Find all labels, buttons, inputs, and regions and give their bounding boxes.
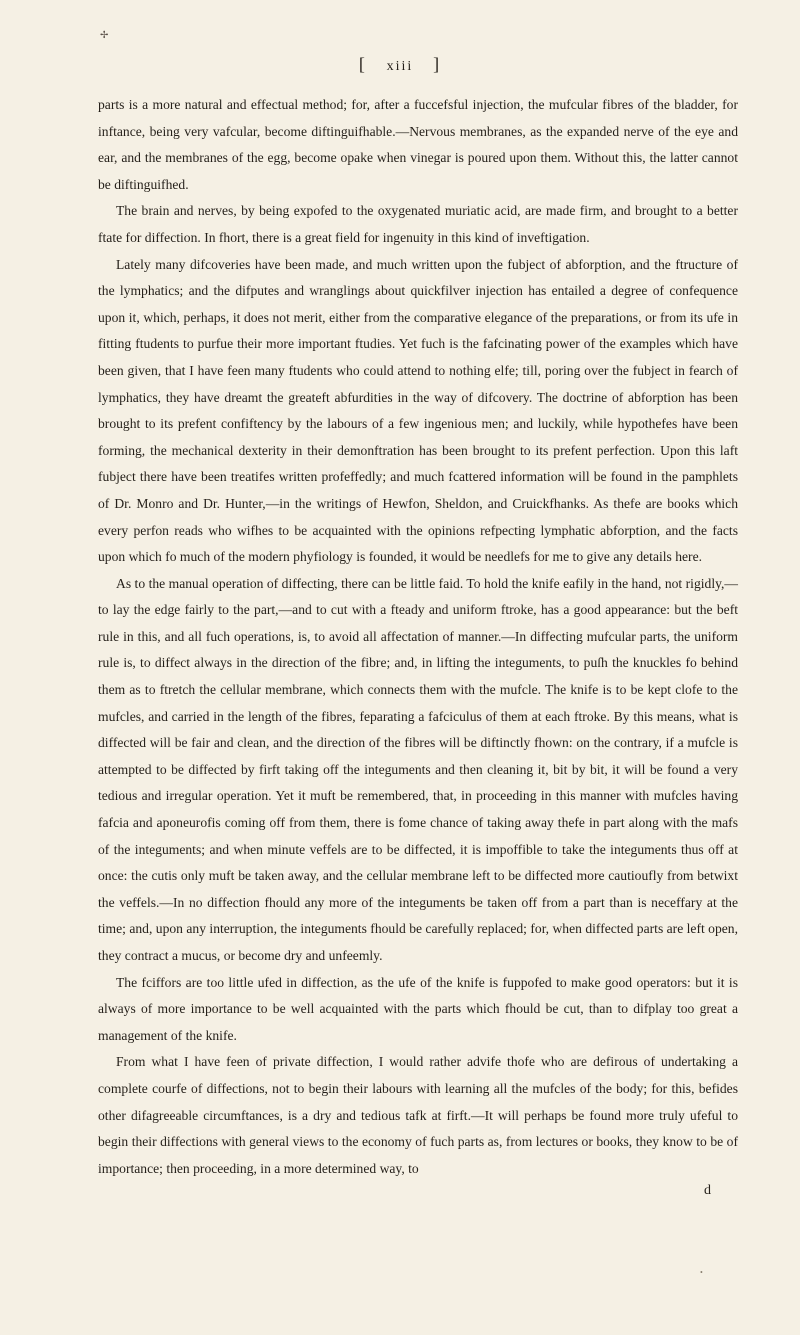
paragraph-4: As to the manual operation of diffecting, there can be little faid. To hold the knife eafily in the hand, not rigidly,—to lay the edge fairly to the part,—and to cut with a fteady and uniform ftroke, has a good appearance: but the beft rule in this, and all fuch operations, is, to avoid all affectation of manner.—In diffecting mufcular parts, the uniform rule is, to diffect always in the direction of the fibre; and, in lifting the integuments, to puſh the knuckles fo behind them as to ftretch the cellular membrane, which connects them with the mufcle. The knife is to be kept clofe to the mufcles, and carried in the length of the fibres, feparating a fafciculus of them at each ftroke. By this means, what is diffected will be fair and clean, and the direction of the fibres will be diftinctly fhown: on the contrary, if a mufcle is attempted to be diffected by firft taking off the integuments and then cleaning it, bit by bit, it will be found a very tedious and irregular operation. Yet it muft be remembered, that, in proceeding in this manner with mufcles having fafcia and aponeurofis coming off from them, there is fome chance of taking away thefe in part along with the mafs of the integuments; and when minute veffels are to be diffected, it is impoffible to take the integuments thus off at once: the cutis only muft be taken away, and the cellular membrane left to be diffected more cautioufly from betwixt the veffels.—In no diffection fhould any more of the integuments be taken off from a part than is neceffary at the time; and, upon any interruption, the integuments fhould be carefully replaced; for, when diffected parts are left open, they contract a mucus, or become dry and unfeemly.	[98, 575, 738, 963]
paragraph-6: From what I have feen of private diffection, I would rather advife thofe who are defirous of undertaking a complete courfe of diffections, not to begin their labours with learning all the mufcles of the body; for this, befides other difagreeable circumftances, is a dry and tedious tafk at firft.—It will perhaps be found more truly ufeful to begin their diffections with general views to the economy of fuch parts as, from lectures or books, they know to be of importance; then proceeding, in a more determined way, to	[98, 1054, 738, 1176]
header-open-bracket: [	[358, 54, 367, 74]
paper-speck: •	[700, 1268, 703, 1277]
ink-mark: ✢	[100, 30, 109, 41]
paragraph-3: Lately many difcoveries have been made, and much written upon the fubject of abforption, and the ftructure of the lymphatics; and the difputes and wranglings about quickfilver injection has entailed a degree of confequence upon it, which, perhaps, it does not merit, either from the comparative elegance of the preparations, or from its ufe in fitting ftudents to purfue their more important ftudies. Yet fuch is the fafcinating power of the examples which have been given, that I have feen many ftudents who could attend to nothing elfe; till, poring over the fubject in fearch of lymphatics, they have dreamt the greateft abfurdities in the way of difcovery. The doctrine of abforption has been brought to its prefent confiftency by the labours of a few ingenious men; and luckily, while hypothefes have been forming, the mechanical dexterity in their demonftration has been brought to its prefent perfection. Upon this laft fubject there have been treatifes written profeffedly; and much fcattered information will be found in the pamphlets of Dr. Monro and Dr. Hunter,—in the writings of Hewfon, Sheldon, and Cruickfhanks. As thefe are books which every perfon reads who wifhes to be acquainted with the opinions refpecting lymphatic abforption, and the facts upon which fo much of the modern phyfiology is founded, it would be needlefs for me to give any details here.	[98, 256, 738, 565]
page-body	[98, 92, 738, 1182]
paragraph-1: parts is a more natural and effectual method; for, after a fuccefsful injection, the mufcular fibres of the bladder, for inftance, being very vafcular, become diftinguifhable.—Nervous membranes, as the expanded nerve of the eye and ear, and the membranes of the egg, become opake when vinegar is poured upon them. Without this, the latter cannot be diftinguifhed.	[98, 97, 738, 192]
paragraph-2: The brain and nerves, by being expofed to the oxygenated muriatic acid, are made firm, and brought to a better ftate for diffection. In fhort, there is a great field for ingenuity in this kind of inveftigation.	[98, 203, 738, 245]
catchword: d	[704, 1183, 711, 1198]
header-close-bracket: ]	[433, 54, 442, 74]
page-header	[0, 54, 800, 75]
paragraph-5: The fciffors are too little ufed in diffection, as the ufe of the knife is fuppofed to make good operators: but it is always of more importance to be well acquainted with the parts which fhould be cut, than to difplay too great a management of the knife.	[98, 974, 738, 1043]
page-number: xiii	[386, 59, 414, 74]
